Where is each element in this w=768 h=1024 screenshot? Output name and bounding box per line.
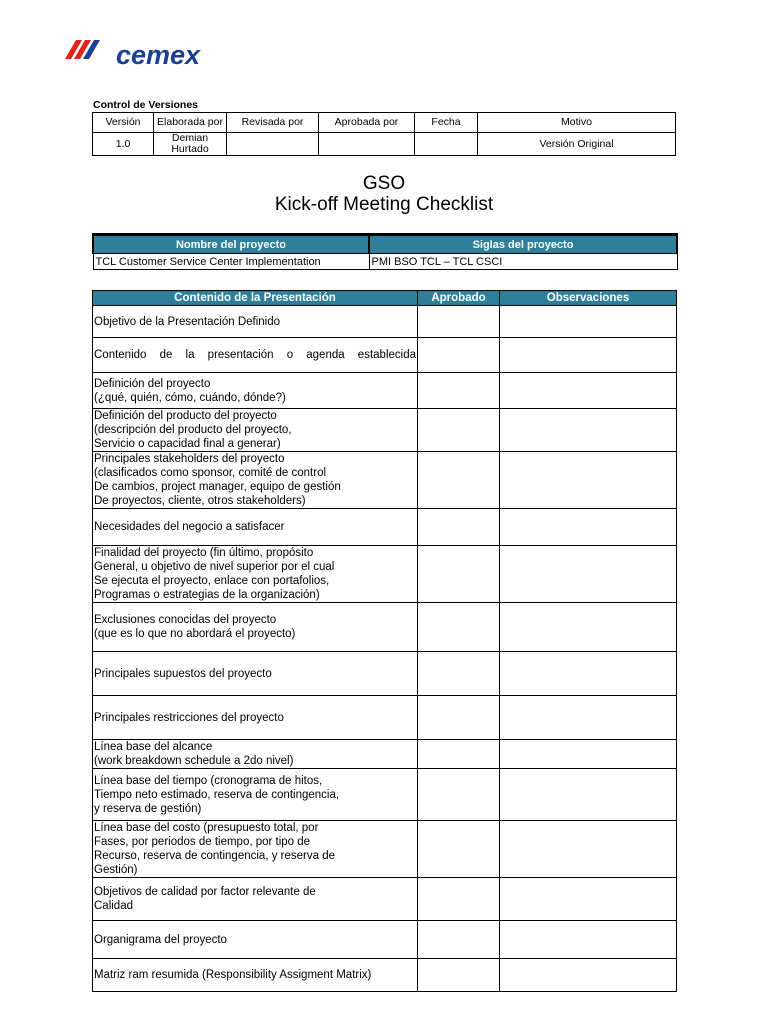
document-title-line1: GSO <box>362 173 406 194</box>
checklist-header-observations: Observaciones <box>500 291 677 306</box>
observations-cell[interactable] <box>500 740 677 769</box>
vc-cell-date <box>415 133 478 156</box>
checklist-item: Principales stakeholders del proyecto (clasificados como sponsor, comité de control De cambios, project manager, equipo de gestión De proyectos, cliente, otros stakeholders) <box>93 452 418 509</box>
checklist-item: Principales restricciones del proyecto <box>93 696 418 740</box>
approved-cell[interactable] <box>418 452 500 509</box>
checklist-row <box>93 338 677 373</box>
approved-cell[interactable] <box>418 546 500 603</box>
observations-cell[interactable] <box>500 306 677 338</box>
observations-cell[interactable] <box>500 373 677 409</box>
checklist-item: Línea base del alcance (work breakdown schedule a 2do nivel) <box>93 740 418 769</box>
checklist-row <box>93 696 677 740</box>
vc-header-reviewer: Revisada por <box>227 113 319 133</box>
checklist-item: Finalidad del proyecto (fin último, propósito General, u objetivo de nivel superior por el cual Se ejecuta el proyecto, enlace con portafolios, Programas o estrategias de la organización) <box>93 546 418 603</box>
approved-cell[interactable] <box>418 878 500 921</box>
observations-cell[interactable] <box>500 603 677 652</box>
vc-cell-approver <box>319 133 415 156</box>
vc-cell-author: Demian Hurtado <box>154 133 227 156</box>
checklist-table <box>92 290 677 992</box>
vc-header-reason: Motivo <box>478 113 676 133</box>
approved-cell[interactable] <box>418 959 500 992</box>
checklist-item: Objetivo de la Presentación Definido <box>93 306 418 338</box>
vc-header-author: Elaborada por <box>154 113 227 133</box>
approved-cell[interactable] <box>418 373 500 409</box>
observations-cell[interactable] <box>500 769 677 821</box>
observations-cell[interactable] <box>500 509 677 546</box>
observations-cell[interactable] <box>500 338 677 373</box>
checklist-row <box>93 821 677 878</box>
checklist-row <box>93 409 677 452</box>
version-control-title: Control de Versiones <box>93 99 199 111</box>
vc-header-approver: Aprobada por <box>319 113 415 133</box>
observations-cell[interactable] <box>500 452 677 509</box>
vc-cell-reason: Versión Original <box>478 133 676 156</box>
project-name-value: TCL Customer Service Center Implementation <box>93 254 369 270</box>
approved-cell[interactable] <box>418 306 500 338</box>
approved-cell[interactable] <box>418 821 500 878</box>
project-name-header: Nombre del proyecto <box>93 235 369 254</box>
checklist-row <box>93 306 677 338</box>
checklist-row <box>93 921 677 959</box>
observations-cell[interactable] <box>500 546 677 603</box>
checklist-item: Organigrama del proyecto <box>93 921 418 959</box>
document-title-line2: Kick-off Meeting Checklist <box>274 194 494 215</box>
checklist-row <box>93 546 677 603</box>
checklist-item: Necesidades del negocio a satisfacer <box>93 509 418 546</box>
approved-cell[interactable] <box>418 603 500 652</box>
checklist-row <box>93 603 677 652</box>
approved-cell[interactable] <box>418 921 500 959</box>
checklist-row <box>93 652 677 696</box>
checklist-item: Exclusiones conocidas del proyecto (que es lo que no abordará el proyecto) <box>93 603 418 652</box>
checklist-item: Línea base del tiempo (cronograma de hitos, Tiempo neto estimado, reserva de contingencia, y reserva de gestión) <box>93 769 418 821</box>
approved-cell[interactable] <box>418 696 500 740</box>
checklist-row <box>93 769 677 821</box>
project-acronym-header: Siglas del proyecto <box>369 235 677 254</box>
checklist-item: Contenido de la presentación o agenda establecida <box>93 338 418 373</box>
observations-cell[interactable] <box>500 959 677 992</box>
checklist-header-approved: Aprobado <box>418 291 500 306</box>
approved-cell[interactable] <box>418 509 500 546</box>
approved-cell[interactable] <box>418 338 500 373</box>
checklist-row <box>93 959 677 992</box>
checklist-row <box>93 509 677 546</box>
project-acronym-value: PMI BSO TCL – TCL CSCI <box>369 254 677 270</box>
checklist-item: Definición del producto del proyecto (descripción del producto del proyecto, Servicio o capacidad final a generar) <box>93 409 418 452</box>
observations-cell[interactable] <box>500 921 677 959</box>
checklist-row <box>93 373 677 409</box>
checklist-item: Objetivos de calidad por factor relevante de Calidad <box>93 878 418 921</box>
vc-header-version: Versión <box>93 113 154 133</box>
checklist-item: Línea base del costo (presupuesto total, por Fases, por periodos de tiempo, por tipo de Recurso, reserva de contingencia, y reserva de Gestión) <box>93 821 418 878</box>
approved-cell[interactable] <box>418 652 500 696</box>
observations-cell[interactable] <box>500 696 677 740</box>
approved-cell[interactable] <box>418 769 500 821</box>
vc-cell-reviewer <box>227 133 319 156</box>
checklist-item: Definición del proyecto (¿qué, quién, cómo, cuándo, dónde?) <box>93 373 418 409</box>
observations-cell[interactable] <box>500 409 677 452</box>
checklist-item: Principales supuestos del proyecto <box>93 652 418 696</box>
checklist-row <box>93 740 677 769</box>
cemex-logo-text: cemex <box>116 40 201 70</box>
observations-cell[interactable] <box>500 652 677 696</box>
checklist-item: Matriz ram resumida (Responsibility Assigment Matrix) <box>93 959 418 992</box>
checklist-row <box>93 878 677 921</box>
vc-header-date: Fecha <box>415 113 478 133</box>
observations-cell[interactable] <box>500 878 677 921</box>
checklist-header-content: Contenido de la Presentación <box>93 291 418 306</box>
version-control-table <box>92 112 676 156</box>
checklist-row <box>93 452 677 509</box>
vc-cell-version: 1.0 <box>93 133 154 156</box>
observations-cell[interactable] <box>500 821 677 878</box>
project-table <box>92 233 678 270</box>
approved-cell[interactable] <box>418 409 500 452</box>
approved-cell[interactable] <box>418 740 500 769</box>
